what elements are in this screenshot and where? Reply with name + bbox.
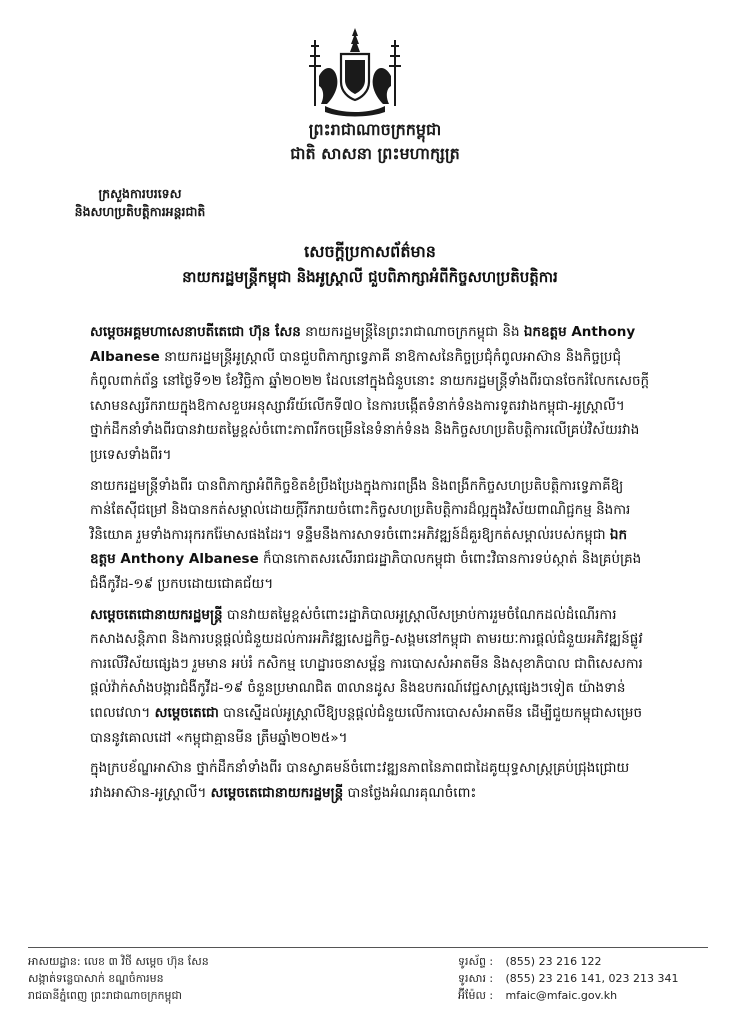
paragraph-4-text-a: ក្នុងក្របខ័ណ្ឌអាស៊ាន ថ្នាក់ដឹកនាំទាំងពីរ បានស្វាគមន៍ចំពោះវឌ្ឍនភាពនៃភាពជាដៃគូយុទ្ធសាស្ត្រគ្រប់ជ្រុងជ្រោយរវាងអាស៊ាន-អូស្ត្រាលី។ (90, 760, 630, 801)
ministry-line-1: ក្រសួងការបរទេស (98, 186, 182, 201)
paragraph-3-text-b: បានស្នើដល់អូស្ត្រាលីឱ្យបន្តផ្តល់ជំនួយលើការបោសសំអាតមីន ដើម្បីជួយកម្ពុជាសម្រេចបាននូវគោលដៅ «កម្ពុជាគ្មានមីន ត្រឹមឆ្នាំ២០២៥»។ (90, 704, 643, 746)
national-motto: ជាតិ សាសនា ព្រះមហាក្សត្រ (290, 144, 460, 163)
press-release-body (90, 320, 650, 811)
paragraph-4-text-b: បានថ្លែងអំណរគុណចំពោះ (343, 784, 477, 801)
address-line-2: សង្កាត់ទន្លេបាសាក់ ខណ្ឌចំការមន (28, 972, 164, 985)
document-type-heading: សេចក្ដីប្រកាសព័ត៌មាន (304, 242, 436, 261)
paragraph-4-lead: សម្ដេចតេជោនាយករដ្ឋមន្ត្រី (210, 784, 344, 801)
phone-number: (855) 23 216 122 (505, 955, 602, 968)
address-line-1: លេខ ៣ វិថី សម្ដេច ហ៊ុន សែន (84, 955, 209, 968)
paragraph-1-name: ឯកឧត្តម Anthony Albanese (90, 324, 636, 365)
footer-address (28, 953, 368, 1004)
paragraph-1-text-a: នាយករដ្ឋមន្ត្រីនៃព្រះរាជាណាចក្រកម្ពុជា និង (300, 324, 524, 340)
paragraph-3-lead: សម្ដេចតេជោនាយករដ្ឋមន្ត្រី (90, 606, 223, 623)
paragraph-2 (90, 474, 650, 597)
press-release-title (70, 240, 670, 290)
fax-number: (855) 23 216 141, 023 213 341 (505, 972, 679, 985)
paragraph-2-name: ឯកឧត្តម Anthony Albanese (90, 526, 628, 568)
email-address[interactable]: mfaic@mfaic.gov.kh (505, 989, 618, 1002)
paragraph-3-lead-2: សម្ដេចតេជោ (154, 704, 219, 721)
paragraph-4 (90, 756, 650, 805)
address-label: អាសយដ្ឋាន: (28, 955, 81, 968)
fax-label: ទូរសារ : (458, 972, 494, 985)
cambodia-royal-coat-of-arms-icon (305, 26, 405, 118)
paragraph-1-text-b: នាយករដ្ឋមន្ត្រីអូស្ត្រាលី បានជួបពិភាក្សាទ្វេភាគី នាឱកាសនៃកិច្ចប្រជុំកំពូលអាស៊ាន និងកិច្ចប្រជុំកំពូលពាក់ព័ន្ធ នៅថ្ងៃទី១២ ខែវិច្ឆិកា ឆ្នាំ២០២២ ដែលនៅក្នុងជំនួបនោះ នាយករដ្ឋមន្ត្រីទាំងពីរបានចែករំលែកសេចក្តីសោមនស្សរីករាយក្នុងឱកាសខួបអនុស្សាវរីយ៍លើកទី៧០ នៃការបង្កើតទំនាក់ទំនងការទូតរវាងកម្ពុជា-អូស្ត្រាលី។ ថ្នាក់ដឹកនាំទាំងពីរបានវាយតម្លៃខ្ពស់ចំពោះភាពរីកចម្រើននៃទំនាក់ទំនង និងកិច្ចសហប្រតិបត្តិការលើគ្រប់វិស័យរវាងប្រទេសទាំងពីរ។ (90, 348, 650, 463)
kingdom-motto (250, 118, 500, 166)
paragraph-1 (90, 320, 650, 468)
paragraph-1-lead: សម្ដេចអគ្គមហាសេនាបតីតេជោ ហ៊ុន សែន (90, 324, 301, 340)
paragraph-2-text-b: ក៏បានកោតសរសើររាជរដ្ឋាភិបាលកម្ពុជា ចំពោះវិធានការទប់ស្កាត់ និងគ្រប់គ្រងជំងឺកូវីដ-១៩ ប្រកបដោយជោគជ័យ។ (90, 551, 642, 592)
phone-label: ទូរស័ព្ទ : (458, 955, 494, 968)
ministry-name (30, 185, 250, 221)
footer-divider (28, 947, 708, 948)
address-line-3: រាជធានីភ្នំពេញ ព្រះរាជាណាចក្រកម្ពុជា (28, 989, 182, 1002)
email-label: អ៊ីម៉ែល : (458, 989, 494, 1002)
kingdom-name: ព្រះរាជាណាចក្រកម្ពុជា (308, 120, 442, 139)
ministry-line-2: និងសហប្រតិបត្តិការអន្តរជាតិ (74, 204, 206, 219)
footer-contacts (458, 953, 718, 1004)
document-subject-heading: នាយករដ្ឋមន្ត្រីកម្ពុជា និងអូស្ត្រាលី ជួបពិភាក្សាអំពីកិច្ចសហប្រតិបត្តិការ (182, 268, 558, 286)
paragraph-3-text-a: បានវាយតម្លៃខ្ពស់ចំពោះរដ្ឋាភិបាលអូស្ត្រាលីសម្រាប់ការរួមចំណែកដល់ដំណើរការកសាងសន្តិភាព និងការបន្តផ្តល់ជំនួយដល់ការអភិវឌ្ឍសេដ្ឋកិច្ច-សង្គមនៅកម្ពុជា តាមរយៈការផ្តល់ជំនួយអភិវឌ្ឍន៍ផ្លូវការលើវិស័យផ្សេងៗ រួមមាន អប់រំ កសិកម្ម ហេដ្ឋារចនាសម្ព័ន្ធ ការបោសសំអាតមីន និងសុខាភិបាល ជាពិសេសការផ្ដល់វ៉ាក់សាំងបង្ការជំងឺកូវីដ-១៩ ចំនួនប្រមាណជិត ៣លានដូស និងឧបករណ៍វេជ្ជសាស្ត្រផ្សេងៗទៀត យ៉ាងទាន់ពេលវេលា។ (90, 606, 643, 721)
paragraph-2-text-a: នាយករដ្ឋមន្ត្រីទាំងពីរ បានពិភាក្សាអំពីកិច្ចខិតខំប្រឹងប្រែងក្នុងការពង្រឹង និងពង្រីកកិច្ចសហប្រតិបត្តិការទ្វេភាគីឱ្យកាន់តែស៊ីជម្រៅ និងបានកត់សម្គាល់ដោយក្ដីរីករាយចំពោះកិច្ចសហប្រតិបត្តិការដ៏ល្អក្នុងវិស័យពាណិជ្ជកម្ម និងការវិនិយោគ រួមទាំងការរុករករ៉ែមាសផងដែរ។ ទន្ទឹមនឹងការសាទរចំពោះអភិវឌ្ឍន៍ដ៏គួរឱ្យកត់សម្គាល់របស់កម្ពុជា (90, 477, 631, 543)
paragraph-3 (90, 603, 650, 751)
